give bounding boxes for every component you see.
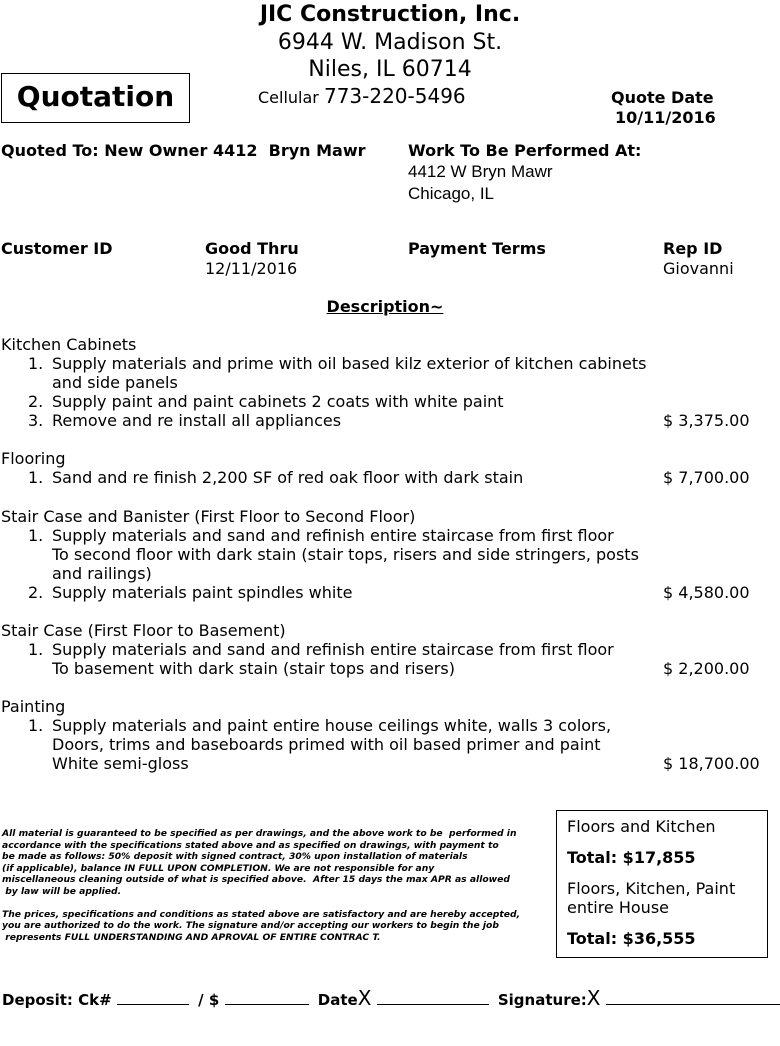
option2-total: Total: $36,555 [567,929,696,948]
item-line: Supply materials and sand and refinish entire staircase from first floor [52,526,614,545]
item-number: 2. [28,392,44,411]
work-at-line2: Chicago, IL [408,184,494,203]
good-thru-label: Good Thru [205,239,299,258]
company-name: JIC Construction, Inc. [259,2,521,27]
company-phone [258,84,466,108]
slash-dollar: / $ [198,991,220,1009]
item-line: Supply materials paint spindles white [52,583,353,602]
terms-line: be made as follows: 50% deposit with signed contract, 30% upon installation of materials [2,851,468,862]
quoted-to-label: Quoted To: [1,141,99,160]
signature-label: Signature: [497,991,587,1009]
quote-date-label: Quote Date [611,88,714,107]
deposit-label: Deposit: Ck# [2,991,112,1009]
item-line: Supply materials and paint entire house ceilings white, walls 3 colors, [52,716,612,735]
quoted-to [1,141,365,160]
section-title: Stair Case (First Floor to Basement) [1,621,286,640]
item-number: 1. [28,354,44,373]
date-x-mark: X [357,986,372,1010]
check-number-field[interactable] [117,990,189,1005]
document-title: Quotation [1,73,190,123]
section-title: Flooring [1,449,66,468]
quoted-to-value: New Owner 4412 Bryn Mawr [104,141,366,160]
company-street: 6944 W. Madison St. [277,30,503,55]
option2-line1: Floors, Kitchen, Paint [567,879,736,898]
work-at-label: Work To Be Performed At: [408,141,642,160]
terms-line [2,897,520,909]
terms-line: All material is guaranteed to be specified as per drawings, and the above work to be performed in [2,828,517,839]
item-line: Sand and re finish 2,200 SF of red oak floor with dark stain [52,468,524,487]
customer-id-label: Customer ID [1,239,113,258]
item-line: and side panels [52,373,178,392]
section-amount: $ 18,700.00 [663,754,760,773]
terms-line: by law will be applied. [2,885,122,897]
signature-x-mark: X [586,986,601,1010]
item-line: Supply materials and prime with oil based kilz exterior of kitchen cabinets [52,354,647,373]
section-amount: $ 3,375.00 [663,411,750,430]
terms-line: you are authorized to do the work. The signature and/or accepting our workers to begin the job [2,920,499,931]
date-label: Date [317,991,358,1009]
item-line: To second floor with dark stain (stair tops, risers and side stringers, posts [52,545,639,564]
footer-signature-row [2,986,780,1010]
option1-label: Floors and Kitchen [567,817,716,836]
section-amount: $ 2,200.00 [663,659,750,678]
item-line: Supply paint and paint cabinets 2 coats with white paint [52,392,504,411]
item-number: 1. [28,716,44,735]
item-number: 1. [28,640,44,659]
work-at-line1: 4412 W Bryn Mawr [408,162,553,181]
terms-line: The prices, specifications and conditions as stated above are satisfactory and are hereby accepted, [2,908,521,920]
item-number: 2. [28,583,44,602]
item-line: and railings) [52,564,152,583]
rep-id-value: Giovanni [663,259,734,278]
terms-text [2,828,520,943]
description-heading: Description~ [326,297,444,316]
option2-line2: entire House [567,898,669,917]
item-line: Supply materials and sand and refinish entire staircase from first floor [52,640,614,659]
section-title: Stair Case and Banister (First Floor to Second Floor) [1,507,416,526]
date-field[interactable] [377,990,489,1005]
cell-label: Cellular [258,88,319,107]
cell-number: 773-220-5496 [323,84,466,108]
totals-box [556,810,768,958]
terms-line: miscellaneous cleaning outside of what is specified above. After 15 days the max APR as allowed [2,874,510,885]
section-amount: $ 4,580.00 [663,583,750,602]
item-number: 1. [28,526,44,545]
item-line: Doors, trims and baseboards primed with oil based primer and paint [52,735,601,754]
item-line: Remove and re install all appliances [52,411,342,430]
quote-date-value: 10/11/2016 [615,108,716,127]
item-line: To basement with dark stain (stair tops and risers) [52,659,455,678]
rep-id-label: Rep ID [663,239,723,258]
good-thru-value: 12/11/2016 [205,259,298,278]
item-line: White semi-gloss [52,754,189,773]
terms-line: represents FULL UNDERSTANDING AND APROVAL OF ENTIRE CONTRAC T. [2,931,381,943]
section-title: Painting [1,697,66,716]
section-amount: $ 7,700.00 [663,468,750,487]
item-number: 3. [28,411,44,430]
signature-field[interactable] [606,990,780,1005]
terms-line: accordance with the specifications stated above and as specified on drawings, with payment to [2,839,499,851]
item-number: 1. [28,468,44,487]
deposit-amount-field[interactable] [225,990,309,1005]
terms-line: (if applicable), balance IN FULL UPON COMPLETION. We are not responsible for any [2,862,435,874]
section-title: Kitchen Cabinets [1,335,137,354]
company-city: Niles, IL 60714 [308,57,472,82]
payment-terms-label: Payment Terms [408,239,546,258]
option1-total: Total: $17,855 [567,848,696,867]
